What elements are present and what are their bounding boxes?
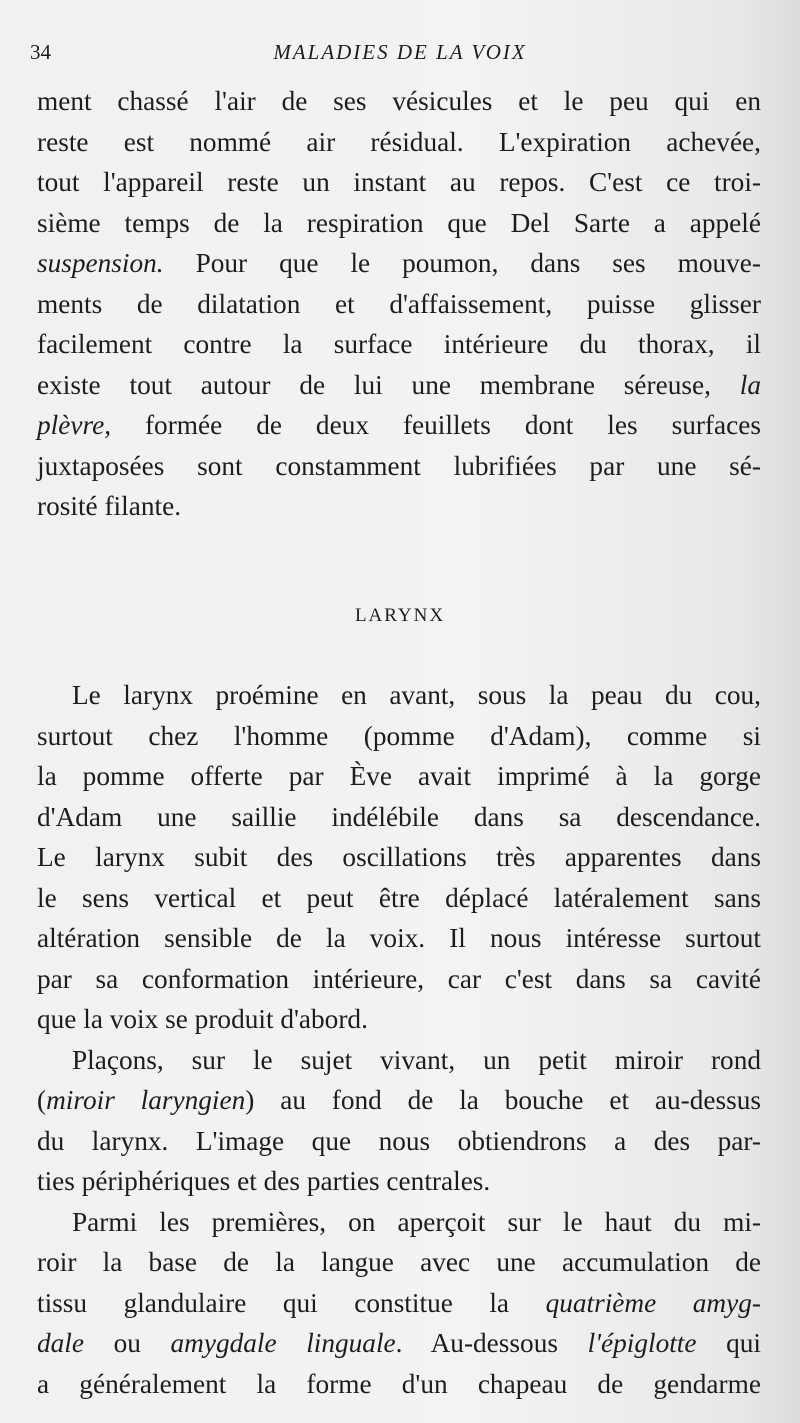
paragraph-respiration	[37, 81, 761, 527]
italic-term: miroir laryngien	[46, 1085, 246, 1115]
text-run: existe tout autour de lui une membrane séreuse,	[37, 369, 740, 400]
text-line: sième temps de la respiration que Del Sarte a appelé	[37, 207, 761, 238]
text-line	[37, 405, 761, 446]
paragraph-larynx	[37, 675, 761, 1404]
text-line: reste est nommé air résidual. L'expiration achevée,	[37, 126, 761, 157]
text-line: Parmi les premières, on aperçoit sur le haut du mi-	[72, 1206, 761, 1237]
text-line: ment chassé l'air de ses vésicules et le peu qui en	[37, 86, 761, 116]
italic-term: dale	[37, 1328, 84, 1358]
text-line: ments de dilatation et d'affaissement, puisse glisser	[37, 288, 761, 319]
text-line: rosité filante.	[37, 491, 182, 521]
running-head	[30, 40, 770, 72]
text-line: ties périphériques et des parties centrales.	[37, 1166, 491, 1196]
italic-term: amygdale linguale	[170, 1328, 396, 1358]
text-line	[37, 243, 761, 284]
text-line: du larynx. L'image que nous obtiendrons a des par-	[37, 1125, 761, 1156]
page-number: 34	[30, 40, 51, 64]
text-line: altération sensible de la voix. Il nous intéresse surtout	[37, 923, 761, 953]
italic-term: plèvre,	[37, 410, 112, 440]
text-run: . Au-dessous	[395, 1328, 588, 1358]
text-line: Le larynx subit des oscillations très apparentes dans	[37, 842, 761, 872]
text-line: roir la base de la langue avec une accumulation de	[37, 1247, 761, 1277]
text-line: Le larynx proémine en avant, sous la peau du cou,	[72, 680, 761, 710]
text-run: Pour que le poumon, dans ses mouve-	[163, 248, 761, 278]
italic-term: l'épiglotte	[587, 1328, 697, 1358]
text-line: d'Adam une saillie indélébile dans sa descendance.	[37, 801, 761, 832]
text-run: ) au fond de la bouche et au-dessus	[245, 1085, 761, 1115]
text-line	[37, 1323, 761, 1364]
text-line	[37, 1283, 761, 1324]
section-heading: LARYNX	[354, 605, 446, 626]
text-run: ou	[84, 1328, 171, 1358]
italic-term: suspension.	[37, 248, 164, 278]
text-line: la pomme offerte par Ève avait imprimé à la gorge	[37, 761, 761, 791]
text-line: tout l'appareil reste un instant au repos. C'est ce troi-	[37, 167, 761, 197]
text-run: formée de deux feuillets dont les surfaces	[111, 410, 761, 440]
text-line: le sens vertical et peut être déplacé latéralement sans	[37, 882, 761, 913]
italic-term: la	[739, 369, 761, 400]
text-line: Plaçons, sur le sujet vivant, un petit miroir rond	[72, 1044, 761, 1075]
text-run: (	[37, 1085, 47, 1115]
running-title: MALADIES DE LA VOIX	[273, 40, 527, 64]
text-line: juxtaposées sont constamment lubrifiées par une sé-	[37, 450, 761, 481]
text-line: par sa conformation intérieure, car c'est dans sa cavité	[37, 963, 761, 994]
text-line: surtout chez l'homme (pomme d'Adam), comme si	[37, 720, 761, 751]
text-line	[37, 1080, 761, 1121]
text-line	[37, 365, 761, 406]
text-run: qui	[696, 1328, 761, 1358]
text-run: tissu glandulaire qui constitue la	[37, 1287, 546, 1318]
text-line: a généralement la forme d'un chapeau de gendarme	[37, 1368, 761, 1399]
text-line: facilement contre la surface intérieure du thorax, il	[37, 329, 761, 359]
italic-term: quatrième amyg-	[545, 1287, 761, 1318]
text-line: que la voix se produit d'abord.	[37, 1004, 368, 1034]
